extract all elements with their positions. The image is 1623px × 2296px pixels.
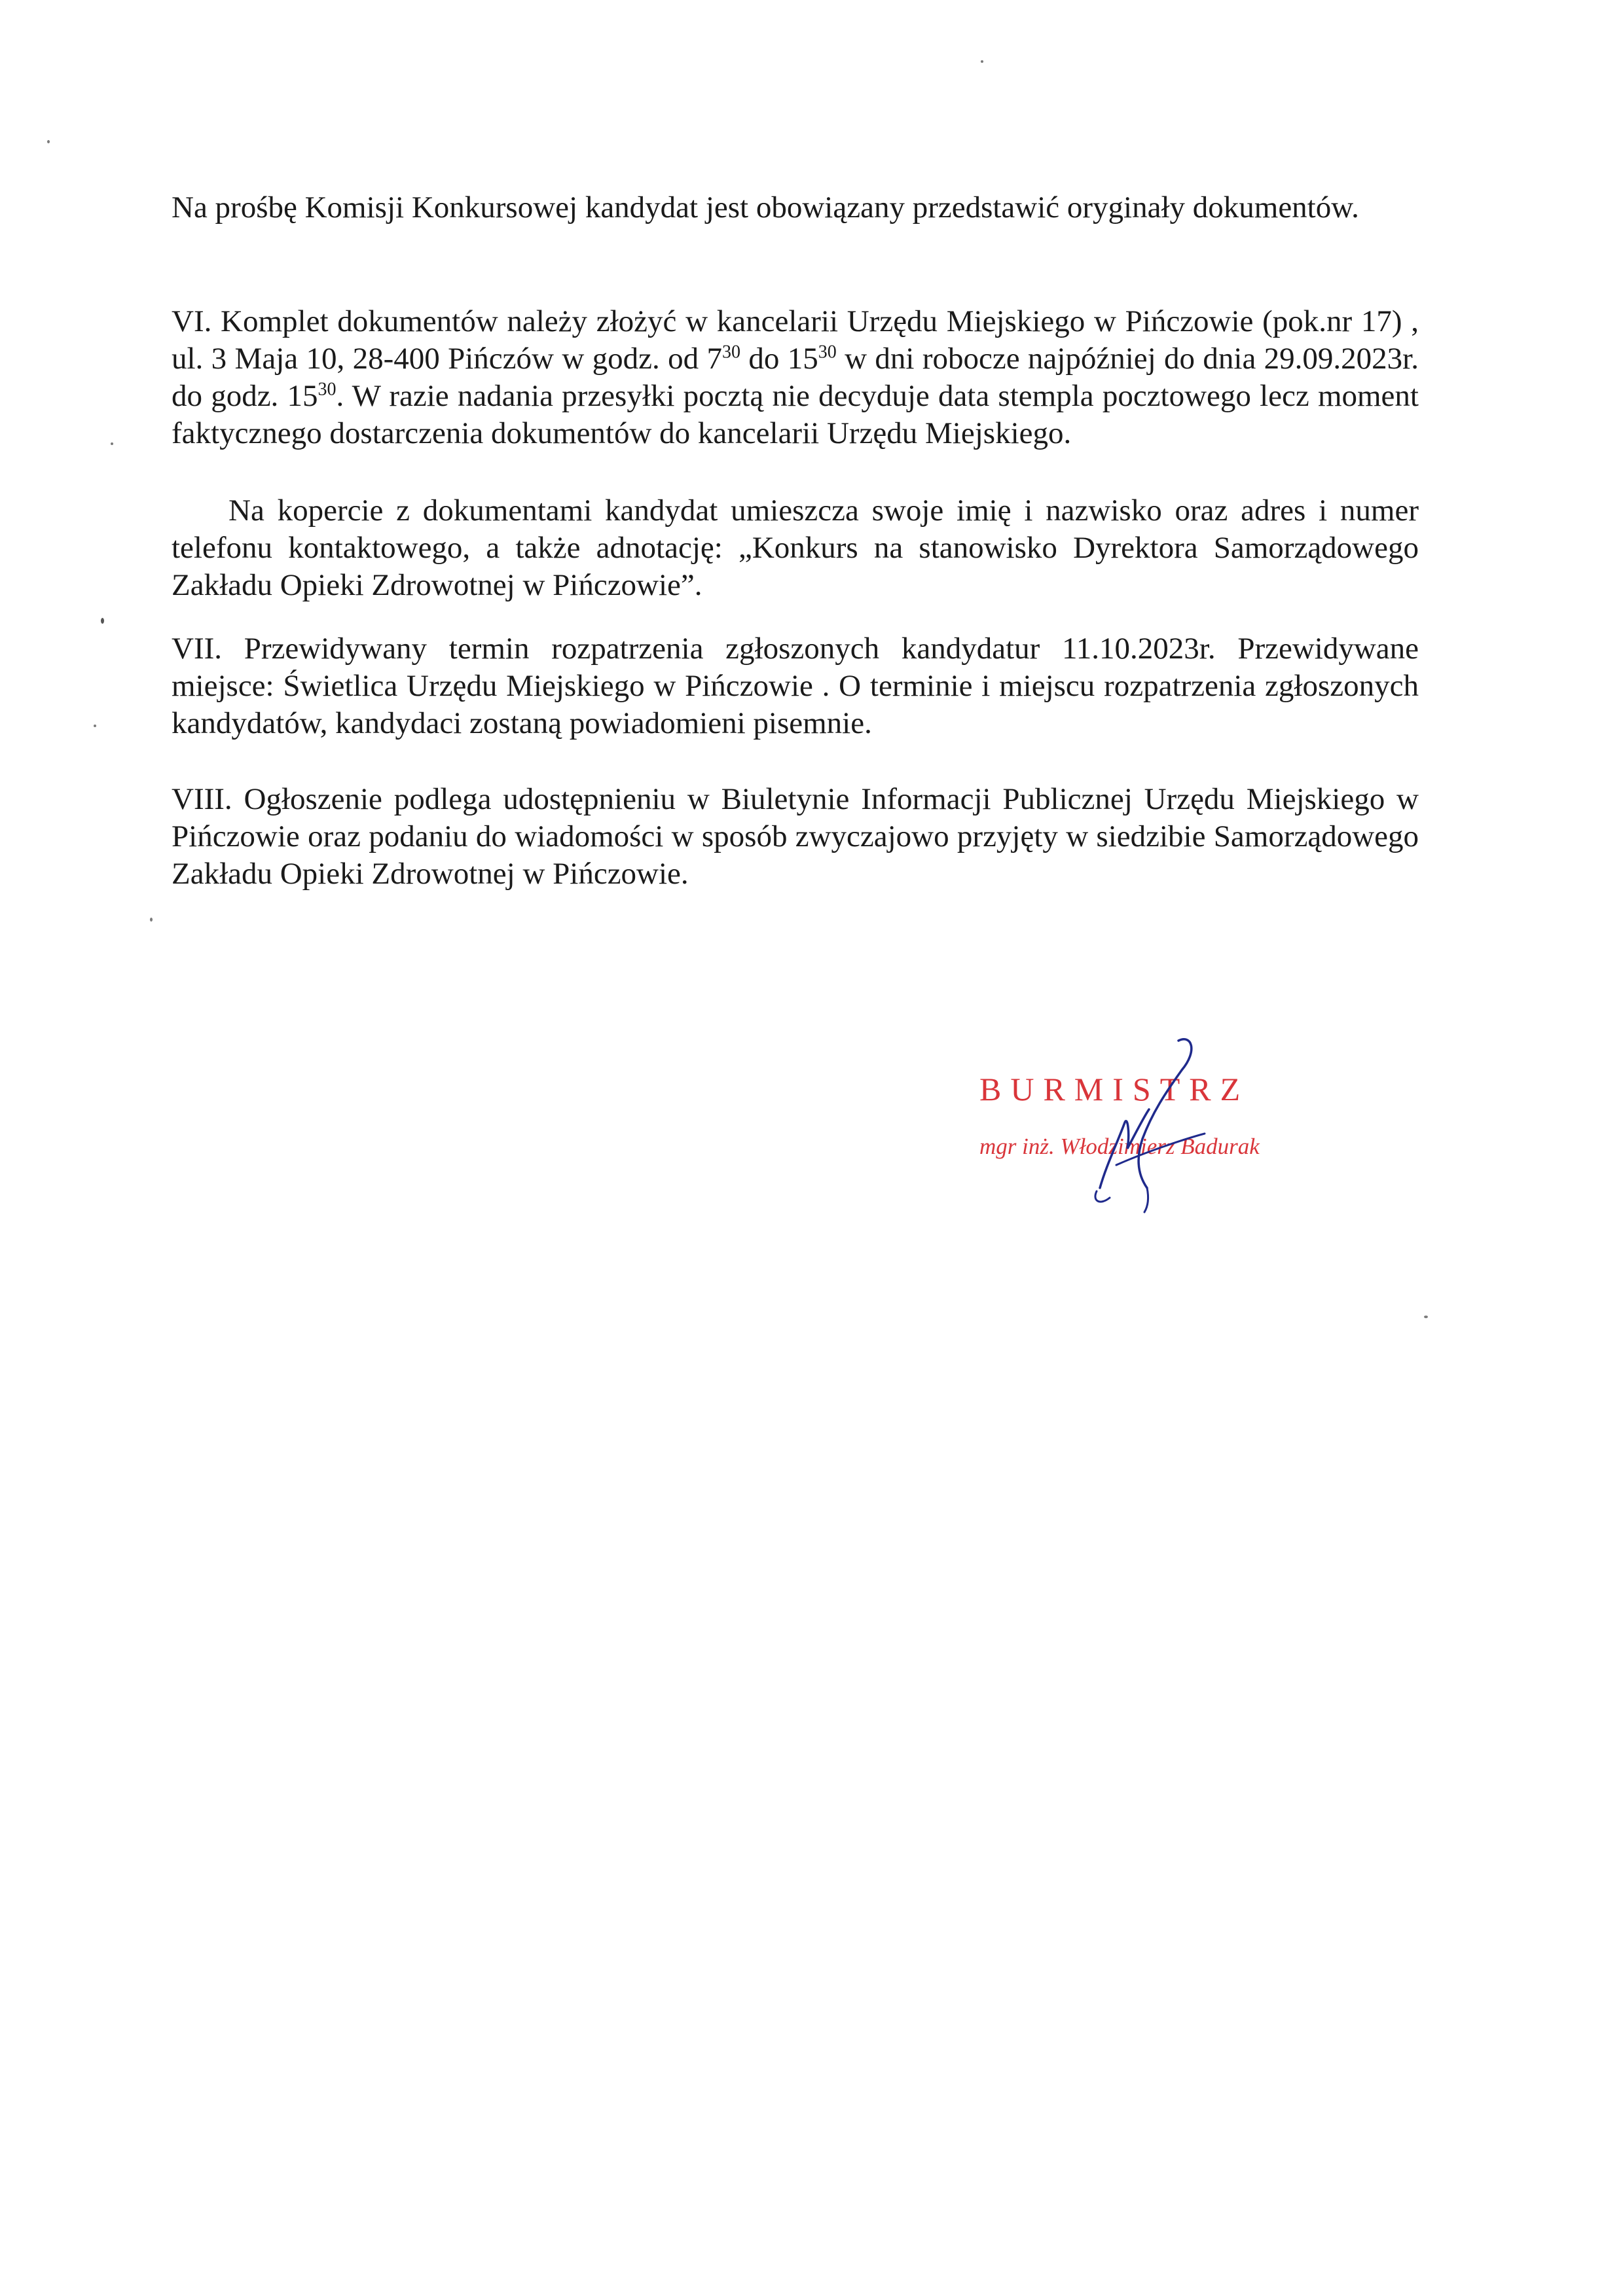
section-vi-paragraph-2 [172, 492, 1419, 604]
section-viii-text: VIII. Ogłoszenie podlega udostępnieniu w Biuletynie Informacji Publicznej Urzędu Miejskiego w Pińczowie oraz podaniu do wiadomości w sposób zwyczajowo przyjęty w siedzibie Samorządowego Zakładu Opieki Zdrowotnej w Pińczowie. [172, 782, 1419, 891]
intro-text: Na prośbę Komisji Konkursowej kandydat jest obowiązany przedstawić oryginały dokumentów. [172, 190, 1359, 224]
section-vi-text-a: VI. Komplet dokumentów należy złożyć w kancelarii Urzędu Miejskiego w Pińczowie (pok.nr 17) , ul. 3 Maja 10, 28-400 Pińczów w godz. od 7 [172, 304, 1419, 376]
scan-speck [150, 918, 153, 922]
scan-speck [981, 60, 983, 63]
intro-paragraph [172, 189, 1419, 226]
scan-speck [111, 442, 113, 445]
time-superscript-2: 30 [818, 342, 837, 363]
section-vi-text-b: do 15 [740, 342, 818, 376]
section-vii-paragraph [172, 630, 1419, 742]
scan-speck [94, 725, 96, 727]
signature-block [976, 1034, 1303, 1230]
time-superscript-1: 30 [721, 342, 740, 363]
envelope-instructions: Na kopercie z dokumentami kandydat umieszcza swoje imię i nazwisko oraz adres i numer telefonu kontaktowego, a także adnotację: „Konkurs na stanowisko Dyrektora Samorządowego Zakładu Opieki Zdrowotnej w Pińczowie”. [172, 493, 1419, 602]
stamp-title: BURMISTRZ [979, 1071, 1250, 1107]
section-viii-paragraph [172, 781, 1419, 893]
section-vii-text: VII. Przewidywany termin rozpatrzenia zgłoszonych kandydatur 11.10.2023r. Przewidywane miejsce: Świetlica Urzędu Miejskiego w Pińczowie . O terminie i miejscu rozpatrzenia zgłoszonych kandydatów, kandydaci zostaną powiadomieni pisemnie. [172, 632, 1419, 740]
section-vi-text-d: . W razie nadania przesyłki pocztą nie decyduje data stempla pocztowego lecz moment faktycznego dostarczenia dokumentów do kancelarii Urzędu Miejskiego. [172, 379, 1419, 450]
section-vi-text-c: w dni robocze najpóźniej do dnia 29.09.2023r. do godz. 15 [172, 342, 1419, 413]
stamp-name: mgr inż. Włodzimierz Badurak [979, 1134, 1260, 1159]
scan-speck [47, 140, 50, 143]
scan-speck [1424, 1316, 1428, 1318]
time-superscript-3: 30 [318, 379, 337, 400]
scan-speck [101, 618, 104, 624]
handwritten-signature [976, 1034, 1303, 1230]
section-vi-paragraph-1 [172, 303, 1419, 452]
section-vi-text [172, 303, 1419, 452]
